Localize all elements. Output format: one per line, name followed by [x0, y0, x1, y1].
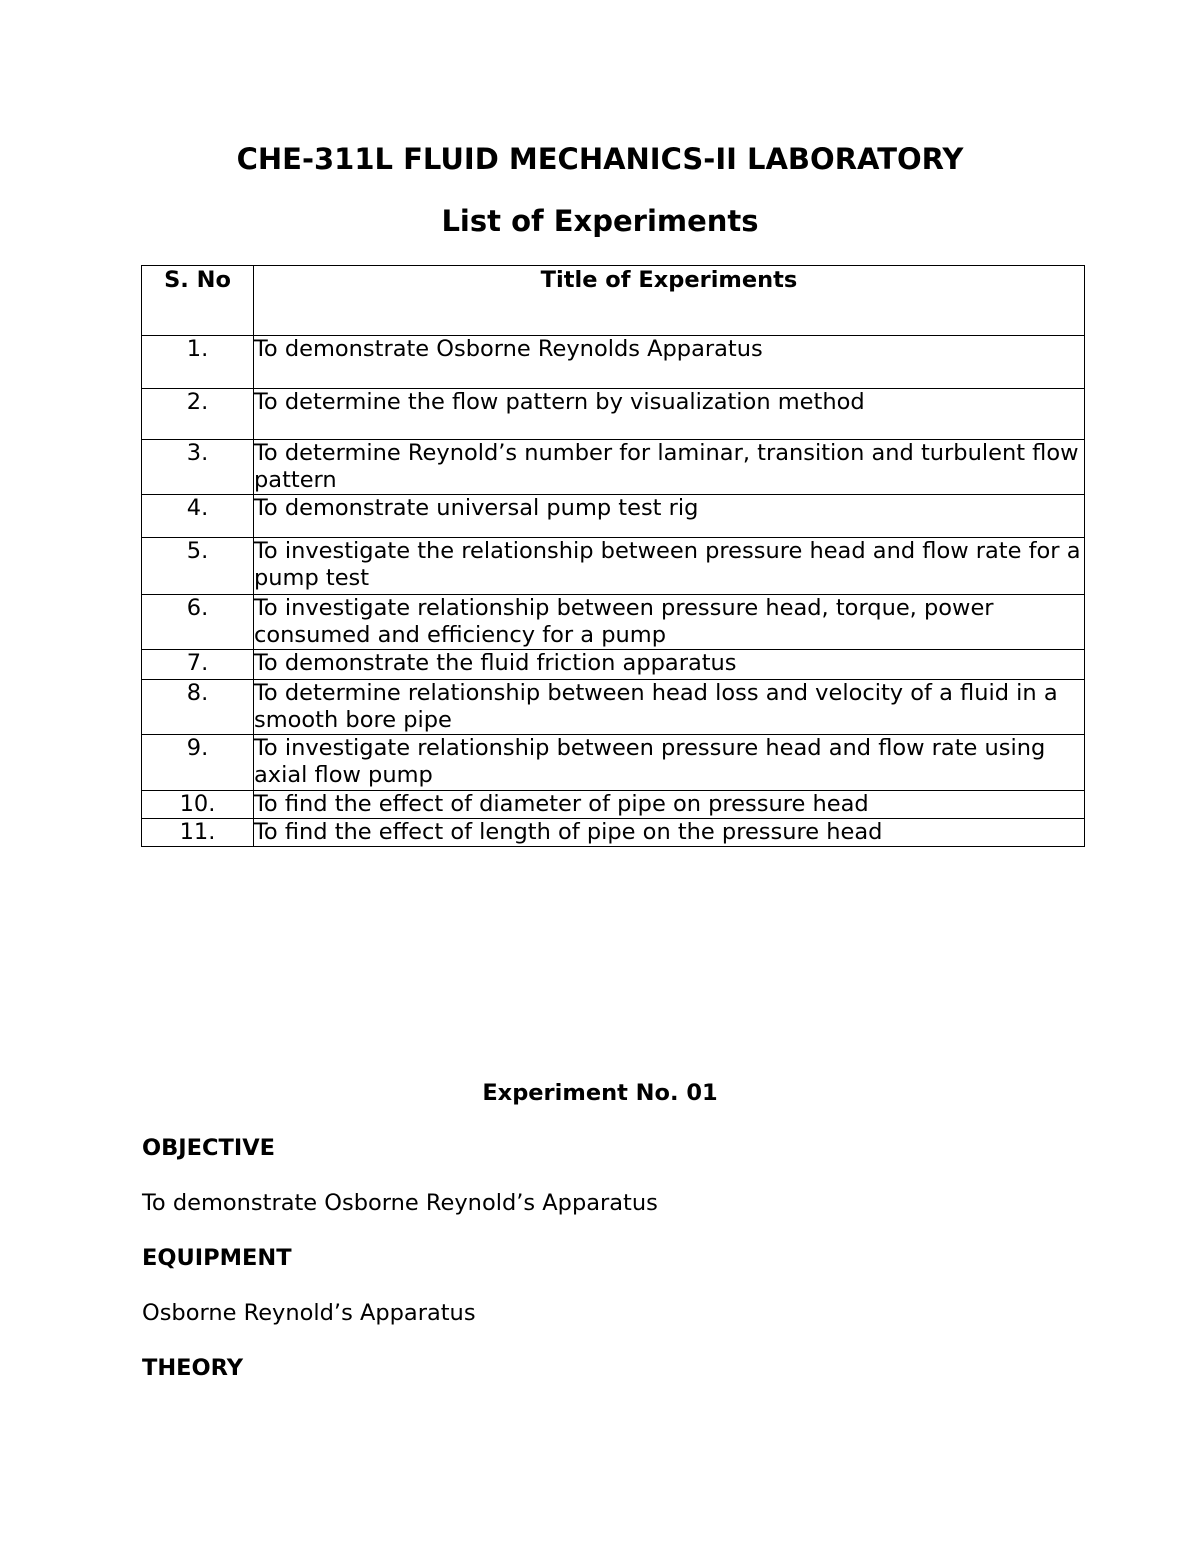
- experiments-table: [141, 265, 1085, 847]
- column-header-title: Title of Experiments: [254, 266, 1085, 336]
- column-header-sno: S. No: [142, 266, 254, 336]
- row-title: To investigate relationship between pressure head, torque, power consumed and efficiency for a pump: [254, 595, 1085, 650]
- experiment-heading: Experiment No. 01: [482, 1080, 718, 1106]
- row-title: To determine the flow pattern by visualization method: [254, 389, 1085, 440]
- row-title: To demonstrate universal pump test rig: [254, 495, 1085, 538]
- row-title: To determine Reynold’s number for laminar, transition and turbulent flow pattern: [254, 440, 1085, 495]
- row-sno: 7.: [142, 650, 254, 680]
- table-header-row: [142, 266, 1085, 336]
- objective-text: To demonstrate Osborne Reynold’s Apparatus: [142, 1190, 658, 1216]
- table-row: [142, 389, 1085, 440]
- objective-heading: OBJECTIVE: [142, 1135, 276, 1161]
- row-title: To investigate the relationship between pressure head and flow rate for a pump test: [254, 538, 1085, 595]
- row-sno: 4.: [142, 495, 254, 538]
- equipment-text: Osborne Reynold’s Apparatus: [142, 1300, 476, 1326]
- row-sno: 3.: [142, 440, 254, 495]
- table-row: [142, 650, 1085, 680]
- table-row: [142, 735, 1085, 791]
- row-title: To find the effect of length of pipe on the pressure head: [254, 819, 1085, 847]
- row-title: To determine relationship between head loss and velocity of a fluid in a smooth bore pipe: [254, 680, 1085, 735]
- theory-heading: THEORY: [142, 1355, 244, 1381]
- row-sno: 2.: [142, 389, 254, 440]
- table-row: [142, 538, 1085, 595]
- row-title: To demonstrate Osborne Reynolds Apparatus: [254, 336, 1085, 389]
- document-title: CHE-311L FLUID MECHANICS-II LABORATORY: [236, 142, 964, 176]
- table-row: [142, 440, 1085, 495]
- row-sno: 8.: [142, 680, 254, 735]
- document-subtitle: List of Experiments: [441, 204, 759, 238]
- row-sno: 1.: [142, 336, 254, 389]
- row-sno: 9.: [142, 735, 254, 791]
- row-sno: 10.: [142, 791, 254, 819]
- table-row: [142, 819, 1085, 847]
- table-row: [142, 791, 1085, 819]
- row-title: To investigate relationship between pressure head and flow rate using axial flow pump: [254, 735, 1085, 791]
- row-title: To demonstrate the fluid friction apparatus: [254, 650, 1085, 680]
- row-sno: 6.: [142, 595, 254, 650]
- row-sno: 11.: [142, 819, 254, 847]
- equipment-heading: EQUIPMENT: [142, 1245, 292, 1271]
- row-sno: 5.: [142, 538, 254, 595]
- table-row: [142, 680, 1085, 735]
- table-row: [142, 595, 1085, 650]
- row-title: To find the effect of diameter of pipe on pressure head: [254, 791, 1085, 819]
- table-row: [142, 336, 1085, 389]
- table-row: [142, 495, 1085, 538]
